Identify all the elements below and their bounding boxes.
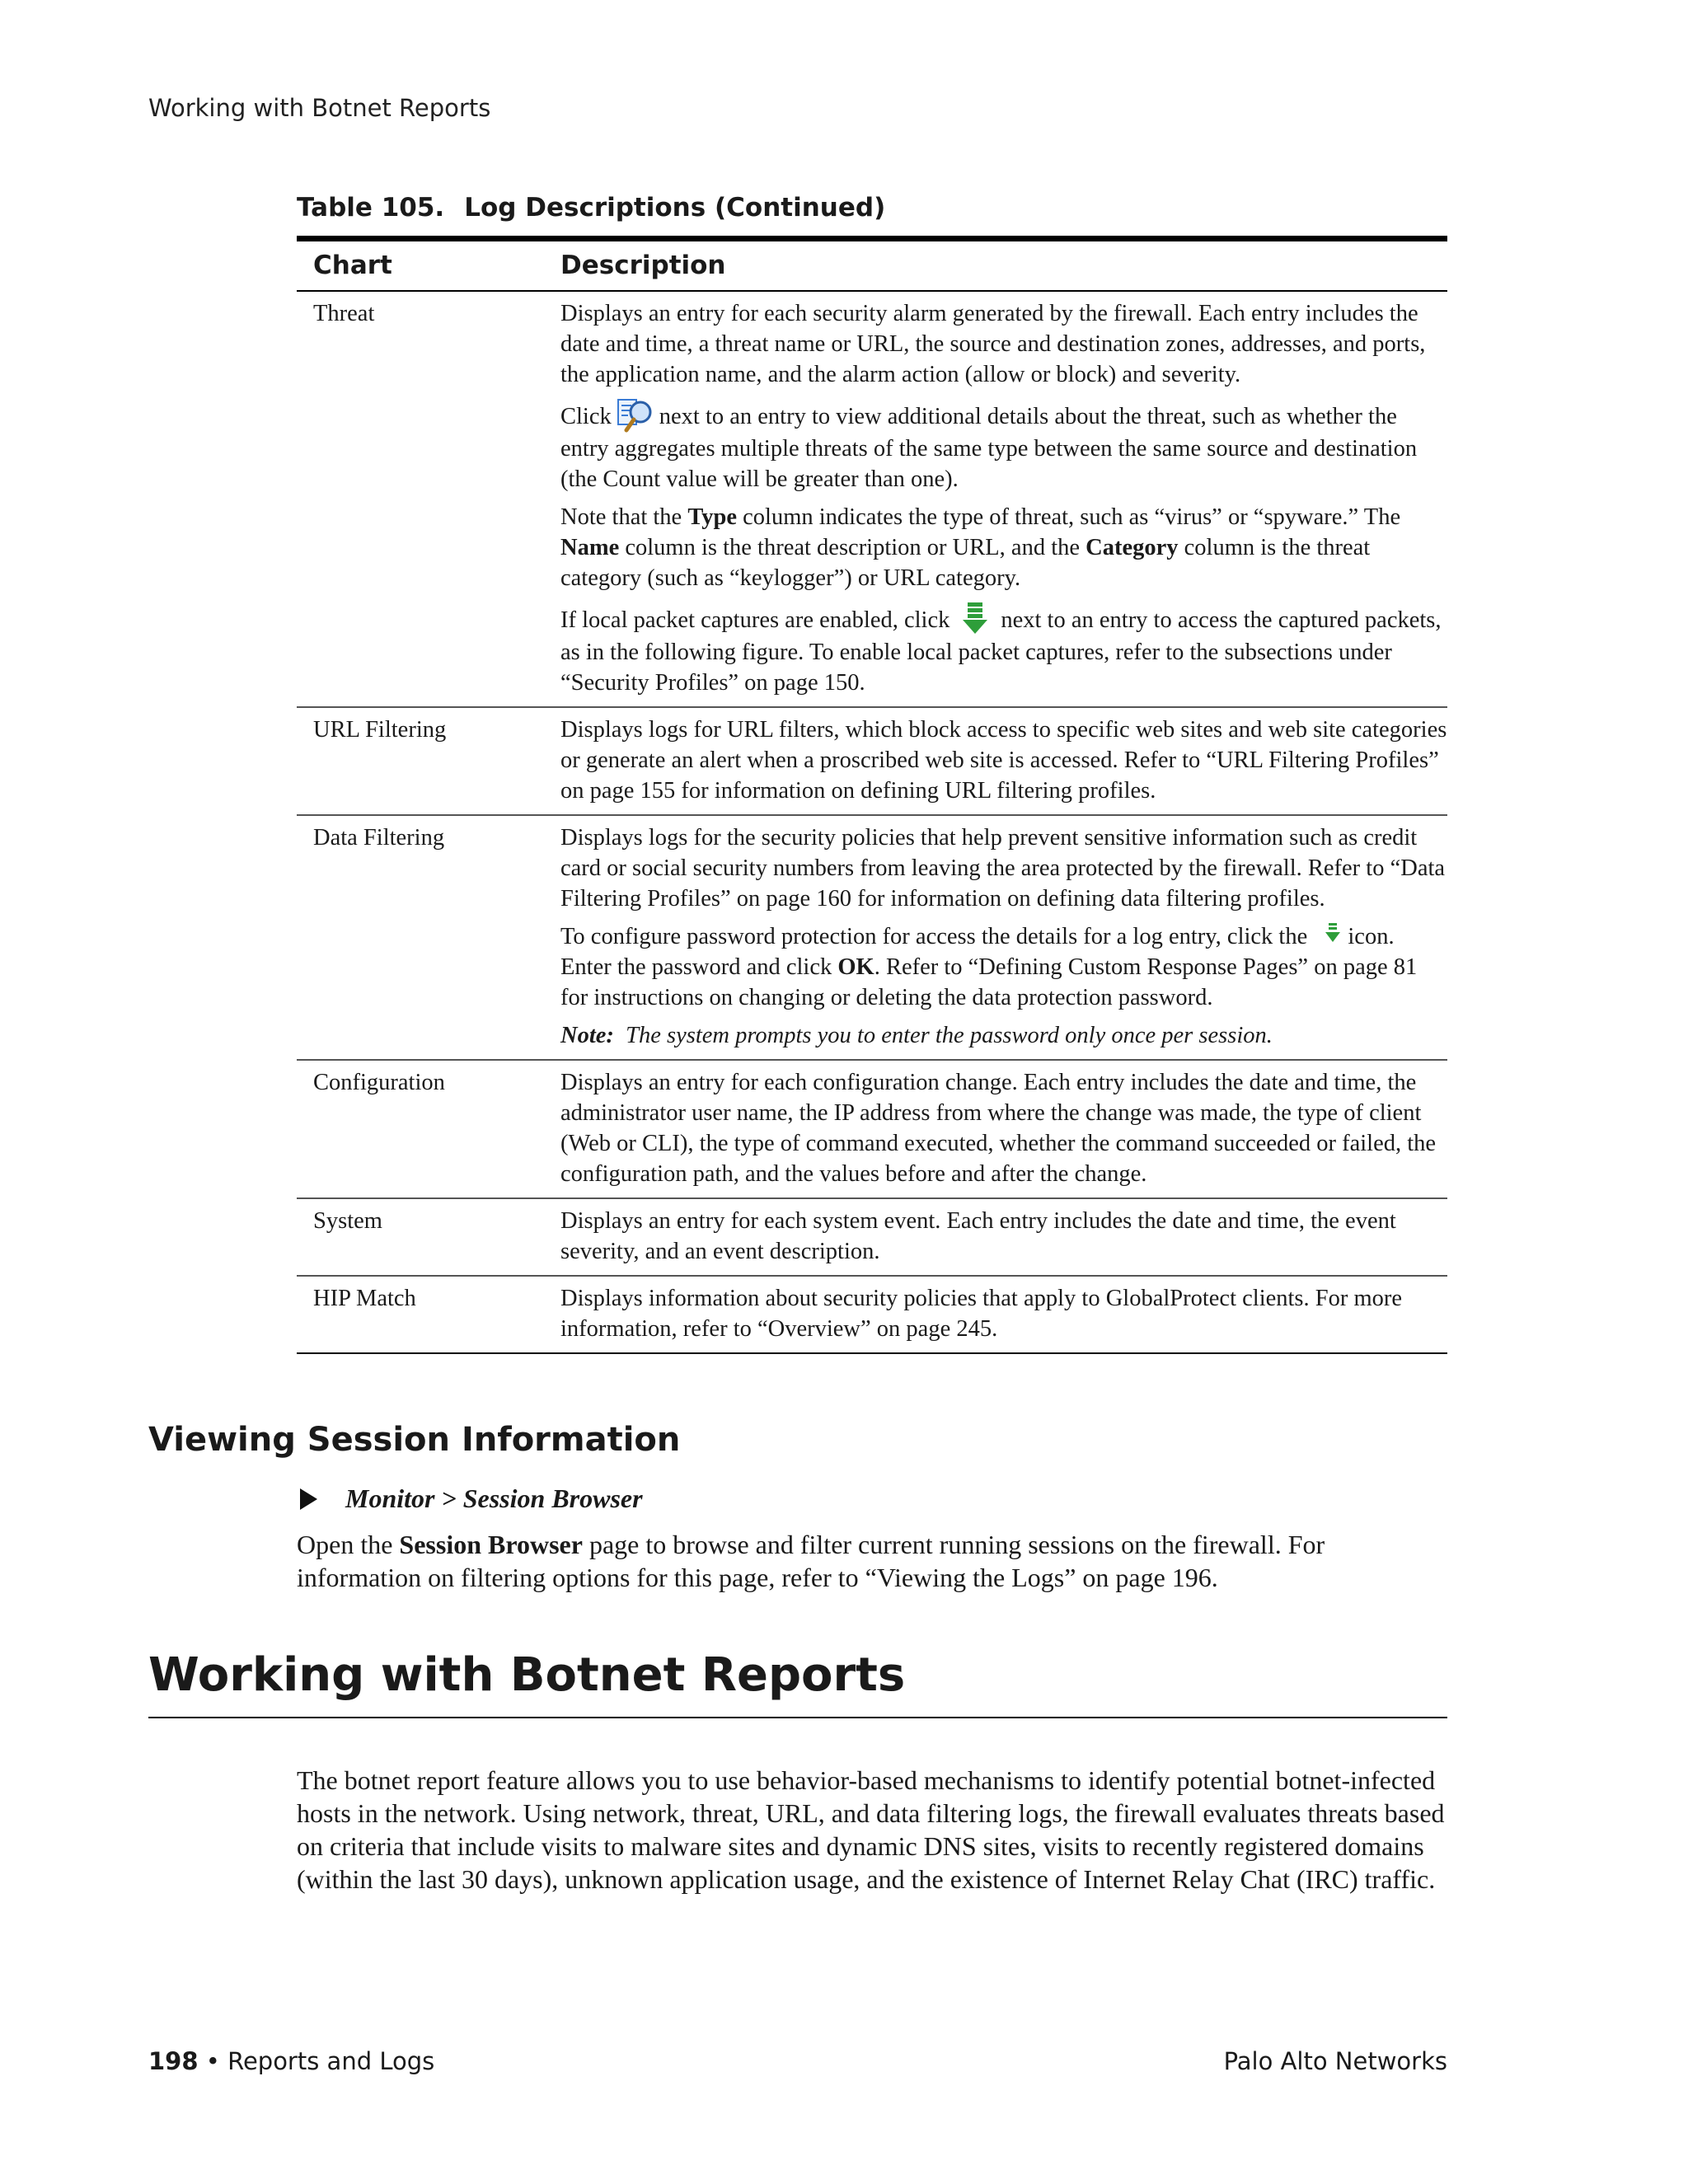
table-row	[297, 1198, 1447, 1276]
description-paragraph: Displays information about security policies that apply to GlobalProtect clients. For more information, refer to “Overview” on page 245.	[560, 1286, 1403, 1342]
chart-name: Configuration	[297, 1060, 544, 1198]
description-paragraph: Click next to an entry to view additional details about the threat, such as whether the entry aggregates multiple threats of the same type between the same source and destination (the Count value will be greater than one).	[560, 397, 1447, 494]
description-paragraph: Note that the Type column indicates the type of threat, such as “virus” or “spyware.” The Name column is the threat description or URL, and the Category column is the threat category (such as “keylogger”) or URL category.	[560, 504, 1401, 591]
footer-bullet: •	[205, 2047, 220, 2075]
description-paragraph: Displays logs for the security policies that help prevent sensitive information such as credit card or social security numbers from leaving the area protected by the firewall. Refer to “Data Filtering Profiles” on page 160 for information on defining data filtering profiles.	[560, 825, 1446, 912]
note-label: Note:	[560, 1023, 614, 1048]
table-caption-number: Table 105.	[297, 193, 445, 223]
navigation-path	[300, 1483, 643, 1514]
table-row	[297, 707, 1447, 815]
table-row	[297, 291, 1447, 707]
details-magnifier-icon[interactable]	[617, 397, 654, 434]
running-header: Working with Botnet Reports	[148, 94, 491, 122]
footer-section: Reports and Logs	[227, 2047, 435, 2075]
chart-name: System	[297, 1198, 544, 1276]
log-descriptions-table	[297, 236, 1447, 1354]
chapter-heading-botnet: Working with Botnet Reports	[148, 1648, 1447, 1718]
chart-description	[544, 1060, 1447, 1198]
chart-description	[544, 1198, 1447, 1276]
description-paragraph: To configure password protection for access the details for a log entry, click the icon. Enter the password and click OK. Refer to “Defining Custom Response Pages” on page 81 for instructions on changing or deleting the data protection password.	[560, 924, 1418, 1010]
column-header-description: Description	[544, 239, 1447, 292]
page-number: 198	[148, 2047, 199, 2075]
description-paragraph: Displays an entry for each configuration change. Each entry includes the date and time, the administrator user name, the IP address from where the change was made, the type of client (Web or CLI), the type of command executed, whether the command succeeded or failed, the configuration path, and the values before and after the change.	[560, 1070, 1437, 1187]
arrow-right-icon	[300, 1488, 317, 1510]
chart-name: Threat	[297, 291, 544, 707]
column-header-chart: Chart	[297, 239, 544, 292]
description-paragraph: Displays logs for URL filters, which block access to specific web sites and web site categories or generate an alert when a proscribed web site is accessed. Refer to “URL Filtering Profiles” on page 155 for information on defining URL filtering profiles.	[560, 717, 1447, 804]
table-row	[297, 1060, 1447, 1198]
chart-name: URL Filtering	[297, 707, 544, 815]
description-paragraph: Displays an entry for each system event. Each entry includes the date and time, the event severity, and an event description.	[560, 1208, 1396, 1264]
chart-description	[544, 1276, 1447, 1353]
table-caption-title: Log Descriptions (Continued)	[464, 193, 886, 223]
note-text: The system prompts you to enter the password only once per session.	[626, 1023, 1273, 1048]
description-paragraph: Displays an entry for each security alarm generated by the firewall. Each entry includes the date and time, a threat name or URL, the source and destination zones, addresses, and ports, the application name, and the alarm action (allow or block) and severity.	[560, 301, 1426, 387]
table-row	[297, 1276, 1447, 1353]
description-paragraph: If local packet captures are enabled, click next to an entry to access the captured packets, as in the following figure. To enable local packet captures, refer to the subsections under “Security Profiles” on page 150.	[560, 601, 1447, 698]
packet-capture-download-icon[interactable]	[961, 601, 989, 637]
packet-capture-download-icon[interactable]	[1324, 922, 1342, 945]
section-heading-session: Viewing Session Information	[148, 1421, 681, 1459]
table-row	[297, 815, 1447, 1060]
chart-name: HIP Match	[297, 1276, 544, 1353]
chart-description	[544, 291, 1447, 707]
chart-name: Data Filtering	[297, 815, 544, 1060]
chart-description	[544, 707, 1447, 815]
note-paragraph	[560, 1020, 1447, 1051]
nav-path-text: Monitor > Session Browser	[345, 1483, 643, 1513]
botnet-paragraph: The botnet report feature allows you to use behavior-based mechanisms to identify potential botnet-infected hosts in the network. Using network, threat, URL, and data filtering logs, the firewall evaluates threats based on criteria that include visits to malware sites and dynamic DNS sites, visits to recently registered domains (within the last 30 days), unknown application usage, and the existence of Internet Relay Chat (IRC) traffic.	[297, 1765, 1445, 1894]
table-header-row	[297, 239, 1447, 292]
table-caption	[297, 193, 885, 223]
chart-description	[544, 815, 1447, 1060]
footer-left	[148, 2047, 434, 2075]
session-paragraph: Open the Session Browser page to browse and filter current running sessions on the firewall. For information on filtering options for this page, refer to “Viewing the Logs” on page 196.	[297, 1530, 1325, 1592]
footer-company: Palo Alto Networks	[1223, 2047, 1447, 2075]
